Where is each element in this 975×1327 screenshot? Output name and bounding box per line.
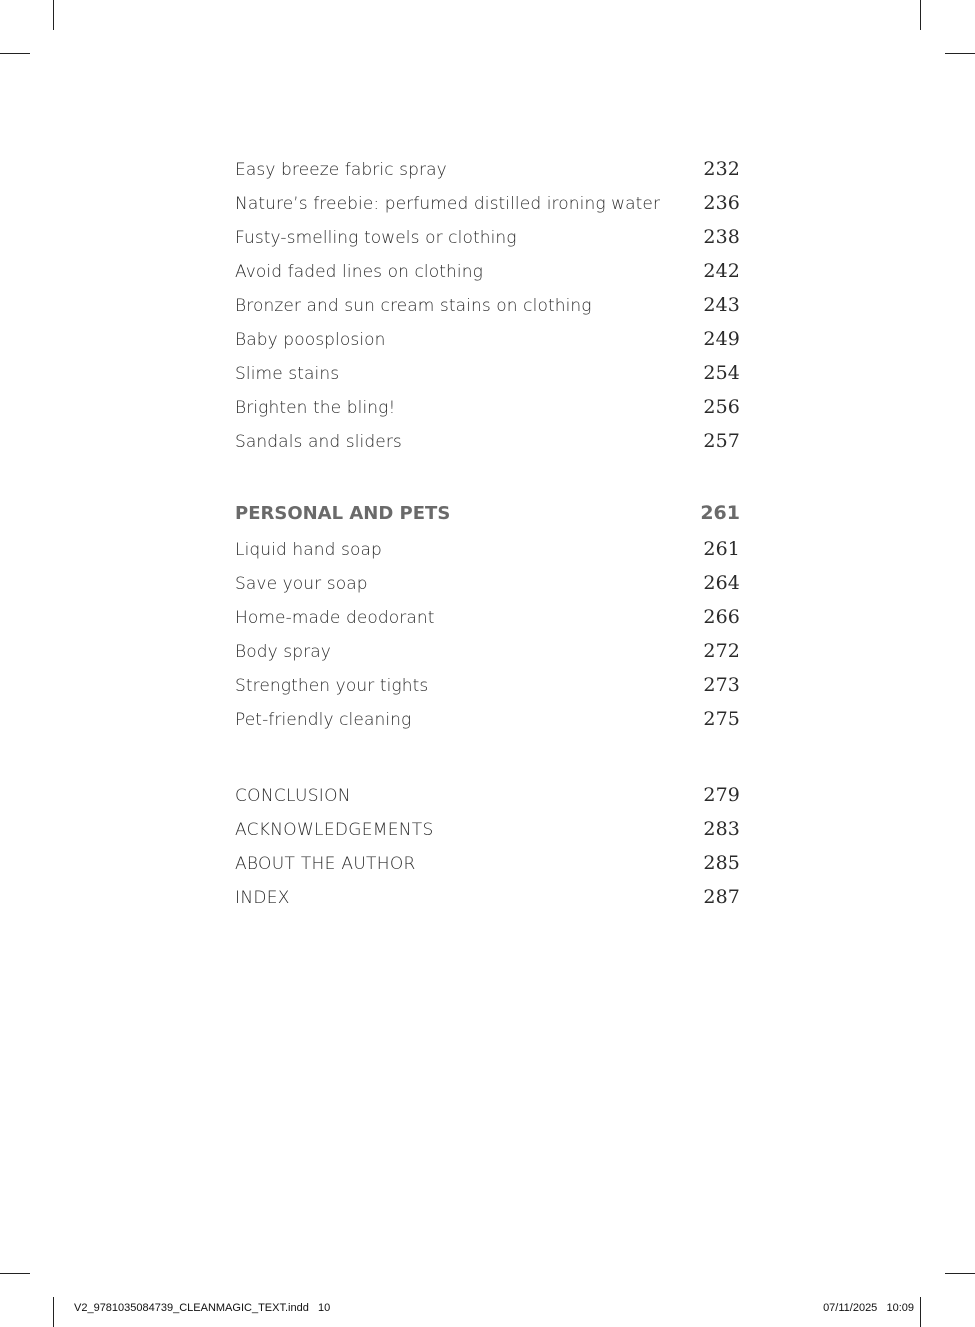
toc-entry-page: 283 — [703, 818, 740, 840]
toc-entry-page: 232 — [703, 158, 740, 180]
toc-entry-title: Fusty-smelling towels or clothing — [235, 228, 517, 248]
toc-entry-title: Easy breeze fabric spray — [235, 160, 447, 180]
toc-entry-title: Liquid hand soap — [235, 540, 382, 560]
toc-entry-title: Slime stains — [235, 364, 340, 384]
toc-entry-page: 243 — [703, 294, 740, 316]
toc-entry — [235, 880, 740, 914]
toc-entry-page: 272 — [703, 640, 740, 662]
toc-entry-title: Sandals and sliders — [235, 432, 402, 452]
toc-entry-title: ABOUT THE AUTHOR — [235, 854, 416, 874]
toc-entry-title: Body spray — [235, 642, 331, 662]
toc-entry — [235, 288, 740, 322]
toc-entry-title: Pet-friendly cleaning — [235, 710, 412, 730]
crop-mark — [0, 53, 30, 54]
toc-entry — [235, 356, 740, 390]
toc-entry — [235, 390, 740, 424]
toc-entry-page: 279 — [703, 784, 740, 806]
section-heading-page: 261 — [700, 502, 740, 524]
toc-entry — [235, 152, 740, 186]
toc-entry — [235, 778, 740, 812]
slug-filename: V2_9781035084739_CLEANMAGIC_TEXT.indd 10 — [74, 1302, 331, 1314]
toc-entry-page: 273 — [703, 674, 740, 696]
toc-entry-title: Avoid faded lines on clothing — [235, 262, 483, 282]
toc-entry-page: 257 — [703, 430, 740, 452]
toc-entry-page: 256 — [703, 396, 740, 418]
crop-mark — [945, 1273, 975, 1274]
toc-entry — [235, 634, 740, 668]
toc-entry-page: 266 — [703, 606, 740, 628]
toc-entry — [235, 220, 740, 254]
toc-entry-page: 254 — [703, 362, 740, 384]
toc-entry-page: 242 — [703, 260, 740, 282]
toc-group-personal-and-pets — [235, 494, 740, 736]
toc-entry-page: 275 — [703, 708, 740, 730]
toc-group-laundry — [235, 152, 740, 458]
toc-entry — [235, 532, 740, 566]
toc-entry — [235, 702, 740, 736]
crop-mark — [0, 1273, 30, 1274]
section-heading — [235, 494, 740, 532]
toc-entry-page: 287 — [703, 886, 740, 908]
toc-entry — [235, 254, 740, 288]
toc-entry-page: 236 — [703, 192, 740, 214]
toc-entry — [235, 322, 740, 356]
toc-entry-title: Home-made deodorant — [235, 608, 435, 628]
toc-entry-title: Save your soap — [235, 574, 368, 594]
toc-entry — [235, 566, 740, 600]
toc-entry-page: 264 — [703, 572, 740, 594]
toc-entry — [235, 424, 740, 458]
toc-entry-title: INDEX — [235, 888, 290, 908]
crop-mark — [53, 0, 54, 30]
toc-entry — [235, 812, 740, 846]
toc-entry-page: 261 — [703, 538, 740, 560]
crop-mark — [53, 1297, 54, 1327]
toc-entry-title: Strengthen your tights — [235, 676, 429, 696]
crop-mark — [920, 1297, 921, 1327]
toc-entry — [235, 668, 740, 702]
toc-entry-page: 249 — [703, 328, 740, 350]
toc-entry — [235, 600, 740, 634]
toc-entry-page: 285 — [703, 852, 740, 874]
toc-entry-title: CONCLUSION — [235, 786, 351, 806]
toc-entry-title: Bronzer and sun cream stains on clothing — [235, 296, 592, 316]
toc-entry-title: Brighten the bling! — [235, 398, 396, 418]
toc-entry — [235, 186, 740, 220]
crop-mark — [945, 53, 975, 54]
toc-entry-title: ACKNOWLEDGEMENTS — [235, 820, 434, 840]
toc-entry-title: Baby poosplosion — [235, 330, 386, 350]
toc-group-back-matter — [235, 778, 740, 914]
section-heading-title: PERSONAL AND PETS — [235, 503, 451, 524]
crop-mark — [920, 0, 921, 30]
toc-entry-page: 238 — [703, 226, 740, 248]
toc-entry — [235, 846, 740, 880]
slug-datetime: 07/11/2025 10:09 — [823, 1302, 914, 1314]
toc-entry-title: Nature’s freebie: perfumed distilled ironing water — [235, 194, 661, 214]
